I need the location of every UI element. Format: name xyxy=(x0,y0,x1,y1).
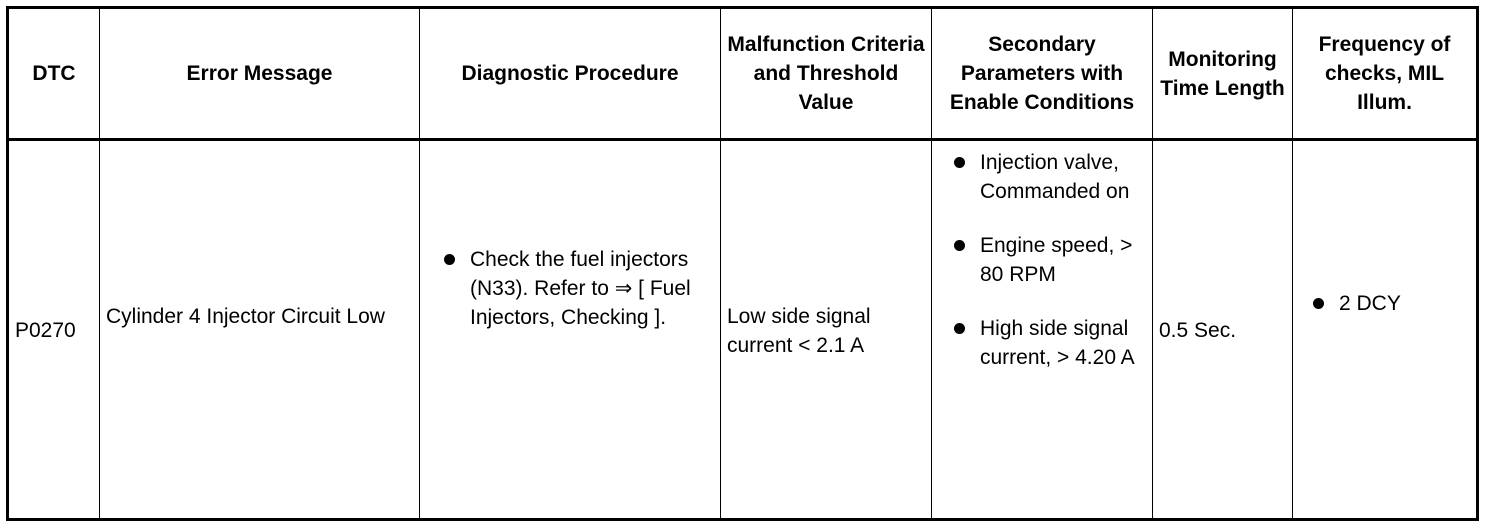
diagnostic-procedure-list xyxy=(436,245,712,332)
header-dtc: DTC xyxy=(8,8,100,140)
cell-error-message xyxy=(100,140,420,520)
cell-diagnostic-procedure xyxy=(420,140,721,520)
header-frequency: Frequency of checks, MIL Illum. xyxy=(1293,8,1478,140)
malfunction-criteria-text: Low side signal current < 2.1 A xyxy=(727,305,871,357)
error-message-text: Cylinder 4 Injector Circuit Low xyxy=(106,305,385,328)
header-malfunction-criteria: Malfunction Criteria and Threshold Value xyxy=(721,8,932,140)
frequency-item: 2 DCY xyxy=(1305,289,1470,318)
secondary-parameter-item: Engine speed, > 80 RPM xyxy=(946,231,1142,289)
cell-monitoring-time xyxy=(1153,140,1293,520)
cell-frequency xyxy=(1293,140,1478,520)
frequency-list xyxy=(1305,289,1470,318)
table-row xyxy=(8,140,1478,520)
diagnostic-procedure-item: Check the fuel injectors (N33). Refer to ⇒ [ Fuel Injectors, Checking ]. xyxy=(436,245,712,332)
cell-malfunction-criteria xyxy=(721,140,932,520)
header-row xyxy=(8,8,1478,140)
header-error-message: Error Message xyxy=(100,8,420,140)
cell-secondary-parameters xyxy=(932,140,1153,520)
secondary-parameter-item: Injection valve, Commanded on xyxy=(946,148,1142,206)
header-secondary-parameters: Secondary Parameters with Enable Conditions xyxy=(932,8,1153,140)
dtc-document xyxy=(6,6,1476,521)
dtc-code: P0270 xyxy=(15,319,76,342)
header-diagnostic-procedure: Diagnostic Procedure xyxy=(420,8,721,140)
monitoring-time-text: 0.5 Sec. xyxy=(1159,319,1237,342)
dtc-table xyxy=(6,6,1479,521)
secondary-parameter-item: High side signal current, > 4.20 A xyxy=(946,314,1142,372)
secondary-parameters-list xyxy=(946,148,1142,372)
header-monitoring-time: Monitoring Time Length xyxy=(1153,8,1293,140)
cell-dtc xyxy=(8,140,100,520)
